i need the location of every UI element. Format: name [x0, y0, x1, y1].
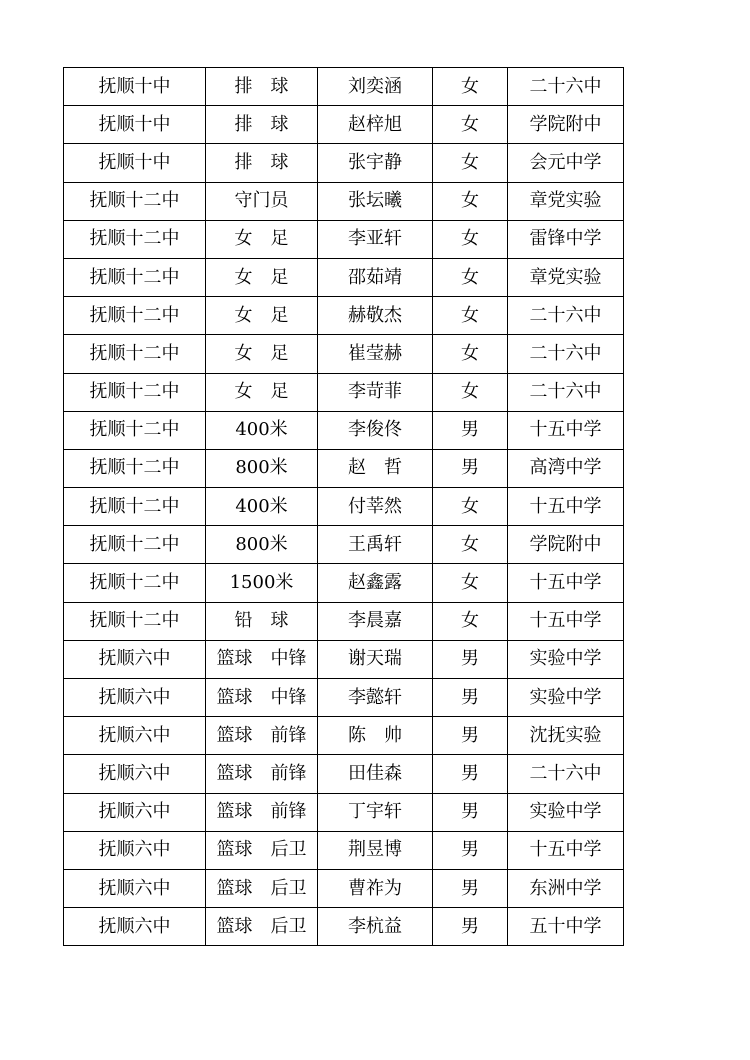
table-row: [64, 220, 624, 258]
school-cell: 抚顺六中: [64, 793, 206, 831]
school-cell: 抚顺十二中: [64, 526, 206, 564]
event-cell: 400米: [206, 411, 318, 449]
origin-school-cell: 章党实验: [508, 258, 624, 296]
school-cell: 抚顺六中: [64, 831, 206, 869]
table-row: [64, 106, 624, 144]
gender-cell: 男: [433, 717, 508, 755]
student-name-cell: 李俊佟: [318, 411, 433, 449]
origin-school-cell: 二十六中: [508, 68, 624, 106]
student-name-cell: 李苛菲: [318, 373, 433, 411]
table-row: [64, 869, 624, 907]
student-name-cell: 李懿轩: [318, 679, 433, 717]
school-cell: 抚顺十二中: [64, 449, 206, 487]
gender-cell: 女: [433, 602, 508, 640]
table-row: [64, 679, 624, 717]
table-row: [64, 68, 624, 106]
school-cell: 抚顺十二中: [64, 602, 206, 640]
table-row: [64, 297, 624, 335]
origin-school-cell: 章党实验: [508, 182, 624, 220]
origin-school-cell: 实验中学: [508, 640, 624, 678]
event-cell: 女 足: [206, 297, 318, 335]
roster-table: [63, 67, 624, 946]
table-row: [64, 564, 624, 602]
event-cell: 篮球 前锋: [206, 755, 318, 793]
event-cell: 篮球 后卫: [206, 869, 318, 907]
student-name-cell: 丁宇轩: [318, 793, 433, 831]
gender-cell: 男: [433, 793, 508, 831]
school-cell: 抚顺六中: [64, 679, 206, 717]
event-cell: 女 足: [206, 220, 318, 258]
gender-cell: 男: [433, 449, 508, 487]
gender-cell: 女: [433, 297, 508, 335]
origin-school-cell: 十五中学: [508, 564, 624, 602]
event-cell: 篮球 前锋: [206, 717, 318, 755]
gender-cell: 男: [433, 640, 508, 678]
student-name-cell: 张坛曦: [318, 182, 433, 220]
origin-school-cell: 十五中学: [508, 602, 624, 640]
student-name-cell: 谢天瑞: [318, 640, 433, 678]
school-cell: 抚顺六中: [64, 869, 206, 907]
origin-school-cell: 二十六中: [508, 335, 624, 373]
origin-school-cell: 高湾中学: [508, 449, 624, 487]
student-name-cell: 赵鑫露: [318, 564, 433, 602]
event-cell: 女 足: [206, 373, 318, 411]
event-cell: 排 球: [206, 68, 318, 106]
table-row: [64, 526, 624, 564]
gender-cell: 女: [433, 258, 508, 296]
school-cell: 抚顺六中: [64, 755, 206, 793]
event-cell: 400米: [206, 488, 318, 526]
school-cell: 抚顺十中: [64, 68, 206, 106]
school-cell: 抚顺十二中: [64, 297, 206, 335]
table-row: [64, 144, 624, 182]
school-cell: 抚顺十中: [64, 106, 206, 144]
student-name-cell: 邵茹靖: [318, 258, 433, 296]
school-cell: 抚顺十二中: [64, 488, 206, 526]
gender-cell: 女: [433, 144, 508, 182]
school-cell: 抚顺六中: [64, 640, 206, 678]
student-name-cell: 崔莹赫: [318, 335, 433, 373]
student-name-cell: 荆昱博: [318, 831, 433, 869]
origin-school-cell: 二十六中: [508, 755, 624, 793]
gender-cell: 男: [433, 869, 508, 907]
gender-cell: 男: [433, 755, 508, 793]
student-name-cell: 李晨嘉: [318, 602, 433, 640]
gender-cell: 女: [433, 373, 508, 411]
gender-cell: 女: [433, 488, 508, 526]
origin-school-cell: 实验中学: [508, 679, 624, 717]
student-name-cell: 赫敬杰: [318, 297, 433, 335]
event-cell: 800米: [206, 526, 318, 564]
event-cell: 800米: [206, 449, 318, 487]
school-cell: 抚顺十二中: [64, 182, 206, 220]
event-cell: 篮球 前锋: [206, 793, 318, 831]
event-cell: 篮球 后卫: [206, 908, 318, 946]
school-cell: 抚顺十二中: [64, 258, 206, 296]
origin-school-cell: 二十六中: [508, 373, 624, 411]
origin-school-cell: 实验中学: [508, 793, 624, 831]
student-name-cell: 刘奕涵: [318, 68, 433, 106]
gender-cell: 男: [433, 831, 508, 869]
student-name-cell: 付莘然: [318, 488, 433, 526]
gender-cell: 女: [433, 106, 508, 144]
table-row: [64, 488, 624, 526]
event-cell: 女 足: [206, 258, 318, 296]
origin-school-cell: 十五中学: [508, 411, 624, 449]
table-row: [64, 449, 624, 487]
event-cell: 篮球 后卫: [206, 831, 318, 869]
student-name-cell: 田佳森: [318, 755, 433, 793]
school-cell: 抚顺十二中: [64, 220, 206, 258]
school-cell: 抚顺六中: [64, 717, 206, 755]
event-cell: 守门员: [206, 182, 318, 220]
origin-school-cell: 东洲中学: [508, 869, 624, 907]
student-name-cell: 赵梓旭: [318, 106, 433, 144]
gender-cell: 男: [433, 908, 508, 946]
origin-school-cell: 雷锋中学: [508, 220, 624, 258]
school-cell: 抚顺十中: [64, 144, 206, 182]
school-cell: 抚顺十二中: [64, 411, 206, 449]
table-row: [64, 908, 624, 946]
origin-school-cell: 学院附中: [508, 106, 624, 144]
origin-school-cell: 十五中学: [508, 488, 624, 526]
event-cell: 篮球 中锋: [206, 679, 318, 717]
event-cell: 排 球: [206, 144, 318, 182]
event-cell: 女 足: [206, 335, 318, 373]
origin-school-cell: 十五中学: [508, 831, 624, 869]
origin-school-cell: 会元中学: [508, 144, 624, 182]
table-row: [64, 717, 624, 755]
event-cell: 排 球: [206, 106, 318, 144]
student-name-cell: 陈 帅: [318, 717, 433, 755]
gender-cell: 女: [433, 526, 508, 564]
origin-school-cell: 二十六中: [508, 297, 624, 335]
table-row: [64, 182, 624, 220]
table-row: [64, 335, 624, 373]
table-row: [64, 373, 624, 411]
roster-table-body: [64, 68, 624, 946]
school-cell: 抚顺六中: [64, 908, 206, 946]
gender-cell: 男: [433, 679, 508, 717]
event-cell: 铅 球: [206, 602, 318, 640]
table-row: [64, 640, 624, 678]
student-name-cell: 李亚轩: [318, 220, 433, 258]
gender-cell: 女: [433, 335, 508, 373]
student-name-cell: 曹祚为: [318, 869, 433, 907]
gender-cell: 男: [433, 411, 508, 449]
table-row: [64, 831, 624, 869]
student-name-cell: 李杭益: [318, 908, 433, 946]
student-name-cell: 王禹轩: [318, 526, 433, 564]
gender-cell: 女: [433, 220, 508, 258]
school-cell: 抚顺十二中: [64, 335, 206, 373]
gender-cell: 女: [433, 564, 508, 602]
origin-school-cell: 学院附中: [508, 526, 624, 564]
table-row: [64, 755, 624, 793]
table-row: [64, 411, 624, 449]
school-cell: 抚顺十二中: [64, 564, 206, 602]
school-cell: 抚顺十二中: [64, 373, 206, 411]
student-name-cell: 赵 哲: [318, 449, 433, 487]
gender-cell: 女: [433, 182, 508, 220]
origin-school-cell: 五十中学: [508, 908, 624, 946]
table-row: [64, 602, 624, 640]
table-row: [64, 258, 624, 296]
event-cell: 篮球 中锋: [206, 640, 318, 678]
event-cell: 1500米: [206, 564, 318, 602]
table-row: [64, 793, 624, 831]
gender-cell: 女: [433, 68, 508, 106]
student-name-cell: 张宇静: [318, 144, 433, 182]
origin-school-cell: 沈抚实验: [508, 717, 624, 755]
